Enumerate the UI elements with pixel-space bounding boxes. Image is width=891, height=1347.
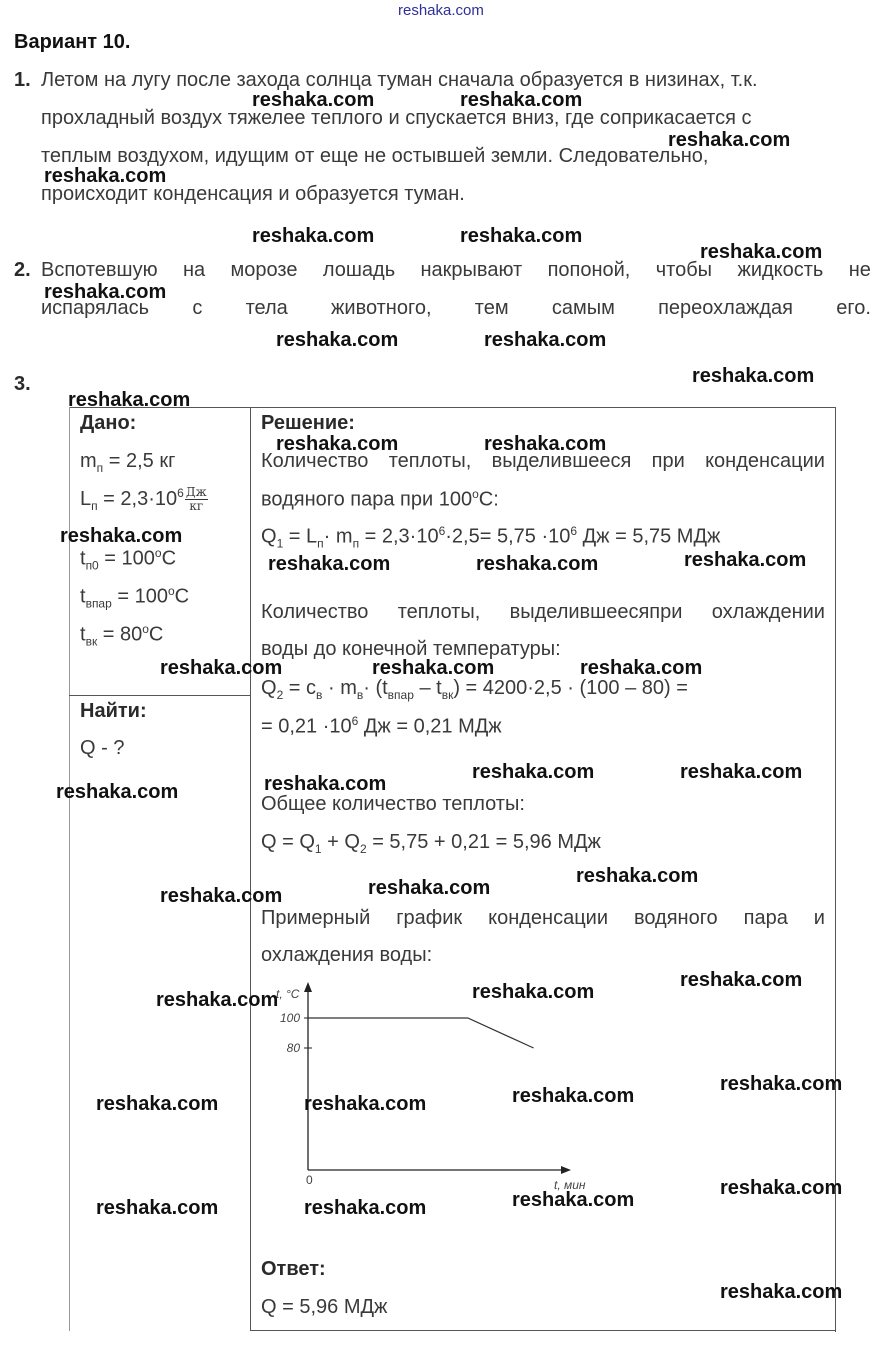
origin-label: 0 [306, 1173, 313, 1187]
watermark: reshaka.com [156, 989, 279, 1011]
watermark: reshaka.com [580, 657, 703, 679]
watermark: reshaka.com [668, 129, 791, 151]
y-axis-label: t, °C [276, 987, 300, 1001]
solution-text-2: Количество теплоты, выделившеесяпри охлаждении [261, 601, 825, 623]
watermark: reshaka.com [512, 1189, 635, 1211]
question-1-line: происходит конденсация и образуется туман. [41, 183, 465, 205]
x-axis-arrow [561, 1166, 571, 1174]
watermark: reshaka.com [44, 281, 167, 303]
watermark: reshaka.com [720, 1073, 843, 1095]
answer-header: Ответ: [261, 1258, 326, 1280]
solution-text-4b: охлаждения воды: [261, 944, 433, 966]
watermark: reshaka.com [476, 553, 599, 575]
watermark: reshaka.com [700, 241, 823, 263]
given-mass: $m_п = 2,5$ кг [80, 450, 176, 475]
question-2-line-1: Вспотевшую на морозе лошадь накрывают попоной, чтобы жидкость не [41, 259, 871, 281]
page-title: Вариант 10. [14, 31, 131, 53]
watermark: reshaka.com [268, 553, 391, 575]
watermark: reshaka.com [684, 549, 807, 571]
solution-text-3: Общее количество теплоты: [261, 793, 525, 815]
watermark: reshaka.com [160, 885, 283, 907]
question-1-line: прохладный воздух тяжелее теплого и спускается вниз, где соприкасается с [41, 107, 752, 129]
watermark: reshaka.com [720, 1177, 843, 1199]
watermark: reshaka.com [276, 433, 399, 455]
given-t0: $t_{п0} = 100^oC$ [80, 546, 177, 573]
y-tick-label: 100 [279, 1011, 300, 1025]
watermark: reshaka.com [368, 877, 491, 899]
solution-header: Решение: [261, 412, 355, 434]
answer-value: Q = 5,96 МДж [261, 1296, 388, 1318]
y-tick-label: 80 [286, 1041, 300, 1055]
watermark: reshaka.com [372, 657, 495, 679]
watermark: reshaka.com [472, 981, 595, 1003]
question-2-number: 2. [14, 259, 31, 281]
given-tvpar: $t_{впар} = 100^oC$ [80, 584, 190, 611]
x-axis-label: t, мин [554, 1178, 586, 1192]
given-find-divider [69, 695, 250, 696]
question-2-line-2: испарялась с тела животного, тем самым переохлаждая его. [41, 297, 871, 319]
watermark: reshaka.com [512, 1085, 635, 1107]
question-3-number: 3. [14, 373, 31, 395]
watermark: reshaka.com [96, 1197, 219, 1219]
watermark: reshaka.com [484, 329, 607, 351]
watermark: reshaka.com [304, 1197, 427, 1219]
watermark: reshaka.com [68, 389, 191, 411]
formula-q1: $Q_1 = L_п\cdot m_п = 2,3\cdot 10^6\cdot 2,5= 5,75 \cdot 10^6$ Дж = 5,75 МДж [261, 524, 721, 551]
table-bottom-border [250, 1330, 836, 1331]
solution-text-1: Количество теплоты, выделившееся при конденсации [261, 450, 825, 472]
watermark: reshaka.com [252, 225, 375, 247]
watermark: reshaka.com [484, 433, 607, 455]
watermark: reshaka.com [460, 89, 583, 111]
watermark: reshaka.com [576, 865, 699, 887]
watermark: reshaka.com [304, 1093, 427, 1115]
series-line [308, 1018, 534, 1048]
find-value: Q - ? [80, 737, 125, 759]
watermark: reshaka.com [96, 1093, 219, 1115]
watermark: reshaka.com [720, 1281, 843, 1303]
given-latent-heat: $L_п = 2,3\cdot 10^6$ $\frac{Дж}{кг}$ [80, 485, 207, 513]
watermark: reshaka.com [692, 365, 815, 387]
table-divider [250, 407, 251, 1331]
site-header-link[interactable]: reshaka.com [398, 2, 484, 19]
given-header: Дано: [80, 412, 137, 434]
watermark: reshaka.com [276, 329, 399, 351]
watermark: reshaka.com [60, 525, 183, 547]
solution-text-1b: водяного пара при 100$^o$C: [261, 487, 499, 511]
watermark: reshaka.com [460, 225, 583, 247]
solution-text-4: Примерный график конденсации водяного пара и [261, 907, 825, 929]
watermark: reshaka.com [680, 969, 803, 991]
y-axis-arrow [304, 982, 312, 992]
solution-text-2b: воды до конечной температуры: [261, 638, 561, 660]
watermark: reshaka.com [264, 773, 387, 795]
find-header: Найти: [80, 700, 147, 722]
question-1-number: 1. [14, 69, 31, 91]
watermark: reshaka.com [160, 657, 283, 679]
formula-q2-result: = $0,21 \cdot 10^6$ Дж = 0,21 МДж [261, 714, 502, 738]
watermark: reshaka.com [56, 781, 179, 803]
watermark: reshaka.com [680, 761, 803, 783]
formula-total: $Q = Q_1 + Q_2 = 5,75 + 0,21 = 5,96$ МДж [261, 831, 601, 856]
watermark: reshaka.com [472, 761, 595, 783]
formula-q2: $Q_2 = c_в \cdot m_в\cdot (t_{впар} - t_{вк}) = 4200\cdot 2,5 \cdot (100 - 80)$ = [261, 677, 688, 702]
question-1-line: Летом на лугу после захода солнца туман сначала образуется в низинах, т.к. [41, 69, 758, 91]
watermark: reshaka.com [252, 89, 375, 111]
question-1-line: теплым воздухом, идущим от еще не остывшей земли. Следовательно, [41, 145, 709, 167]
given-tvk: $t_{вк} = 80^oC$ [80, 622, 164, 649]
watermark: reshaka.com [44, 165, 167, 187]
